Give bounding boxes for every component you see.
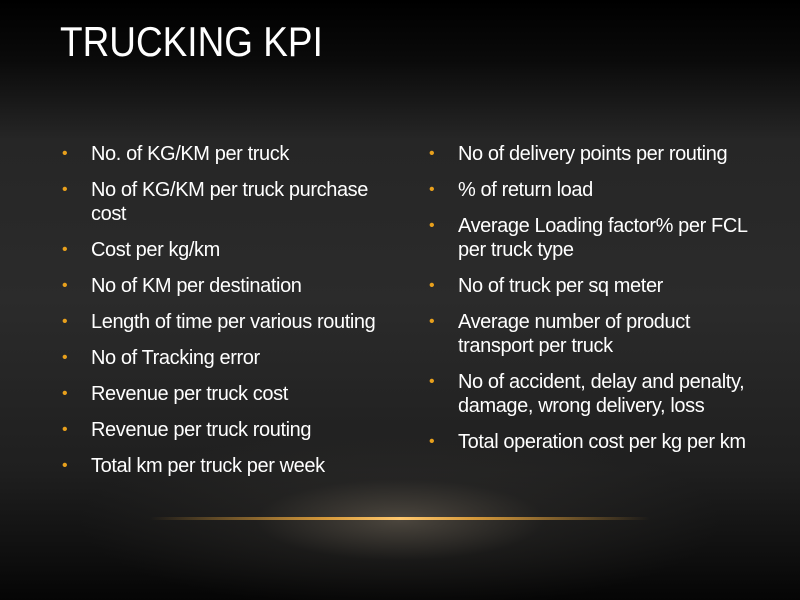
bullet-icon: • [429,433,435,450]
list-item-text: Cost per kg/km [91,239,220,261]
list-item-text: Average Loading factor% per FCL per truck type [458,215,747,261]
list-item-text: % of return load [458,179,593,201]
bullet-icon: • [429,373,435,390]
list-item-text: Total km per truck per week [91,455,325,477]
list-item [429,274,769,298]
bullet-icon: • [62,421,68,438]
list-item [62,382,382,406]
list-item [429,430,769,454]
bullet-icon: • [62,277,68,294]
list-item [429,178,769,202]
list-item-text: No of KM per destination [91,275,302,297]
right-bullet-list [429,142,769,466]
list-item [62,346,382,370]
list-item [429,370,769,418]
left-bullet-list [62,142,382,490]
list-item-text: No of delivery points per routing [458,143,728,165]
list-item [62,454,382,478]
list-item-text: No of truck per sq meter [458,275,663,297]
list-item-text: Revenue per truck cost [91,383,288,405]
list-item-text: No of accident, delay and penalty, damage, wrong delivery, loss [458,371,745,417]
list-item-text: Revenue per truck routing [91,419,312,441]
list-item [62,310,382,334]
bullet-icon: • [62,181,68,198]
list-item-text: Average number of product transport per truck [458,311,691,357]
bullet-icon: • [62,241,68,258]
list-item-text: Total operation cost per kg per km [458,431,746,453]
list-item [62,178,382,226]
glow-divider [150,517,650,520]
bullet-icon: • [429,181,435,198]
slide-title: TRUCKING KPI [60,18,323,65]
list-item [62,274,382,298]
bullet-icon: • [429,313,435,330]
bullet-icon: • [429,277,435,294]
list-item [62,418,382,442]
list-item-text: No of Tracking error [91,347,260,369]
bullet-icon: • [62,145,68,162]
bullet-icon: • [62,349,68,366]
list-item [62,142,382,166]
bullet-icon: • [62,385,68,402]
list-item [429,214,769,262]
bullet-icon: • [62,313,68,330]
bullet-icon: • [429,217,435,234]
list-item [429,310,769,358]
bullet-icon: • [429,145,435,162]
list-item [62,238,382,262]
list-item-text: No of KG/KM per truck purchase cost [91,179,369,225]
list-item [429,142,769,166]
bullet-icon: • [62,457,68,474]
list-item-text: Length of time per various routing [91,311,376,333]
list-item-text: No. of KG/KM per truck [91,143,289,165]
